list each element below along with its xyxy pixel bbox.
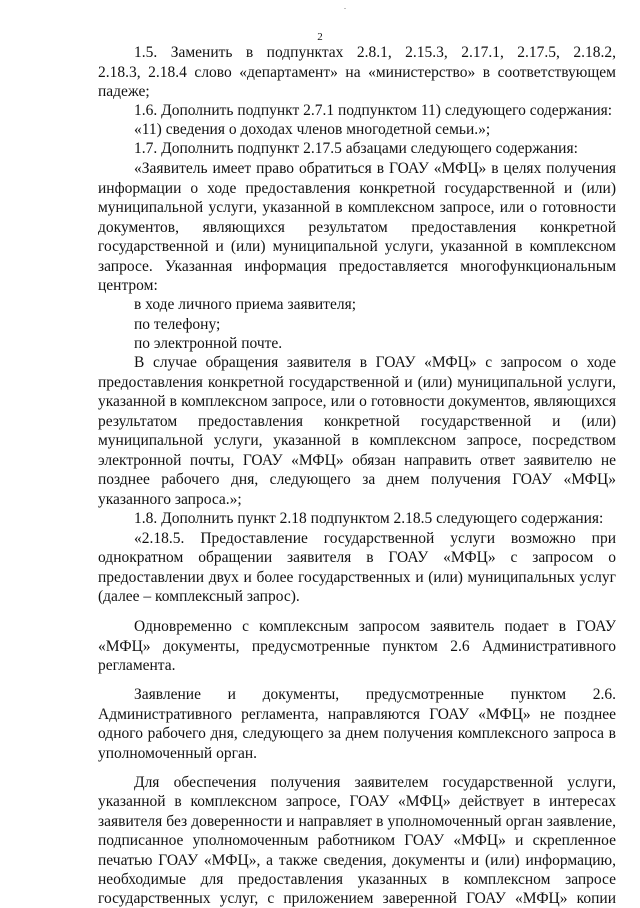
text-line: «2.18.5. Предоставление государственной услуги возможно при — [134, 530, 616, 547]
text-line: Заявление и документы, предусмотренные пунктом 2.6. — [134, 686, 616, 703]
text-line: электронной почты, ГОАУ «МФЦ» обязан направить ответ заявителю не — [98, 452, 616, 469]
text-line: регламента. — [98, 657, 176, 674]
text-line: необходимые для предоставления указанных в комплексном запросе — [98, 871, 616, 888]
text-line: печатью ГОАУ «МФЦ», а также сведения, документы и (или) информацию, — [98, 852, 616, 869]
text-line: указанного запроса.»; — [98, 491, 242, 508]
text-line: указанной в комплексном запросе, или о готовности документов, являющихся — [98, 393, 616, 410]
text-line: государственных услуг, с приложением заверенной ГОАУ «МФЦ» копии — [98, 890, 616, 907]
text-line: «МФЦ» документы, предусмотренные пунктом 2.6 Административного — [98, 638, 616, 655]
text-line: предоставления конкретной государственной и (или) муниципальной услуги, — [98, 374, 616, 391]
text-line: информации о ходе предоставления конкретной государственной и (или) — [98, 180, 616, 197]
text-line: подписанное уполномоченным работником ГОАУ «МФЦ» и скрепленное — [98, 832, 616, 849]
top-mark: . — [344, 2, 346, 11]
text-line: 1.7. Дополнить подпункт 2.17.5 абзацами следующего содержания: — [134, 140, 578, 157]
text-line: одного рабочего дня, следующего за днем получения комплексного запроса в — [98, 725, 616, 742]
text-line: запросе. Указанная информация предоставляется многофункциональным — [98, 258, 616, 275]
text-line: по телефону; — [134, 316, 221, 333]
text-line: в ходе личного приема заявителя; — [134, 296, 357, 313]
text-line: падеже; — [98, 83, 150, 100]
text-line: В случае обращения заявителя в ГОАУ «МФЦ» с запросом о ходе — [134, 354, 616, 371]
text-line: Для обеспечения получения заявителем государственной услуги, — [134, 774, 616, 791]
text-line: однократном обращении заявителя в ГОАУ «МФЦ» с запросом о — [98, 549, 616, 566]
page-number: 2 — [317, 31, 323, 43]
text-line: (далее – комплексный запрос). — [98, 588, 300, 605]
text-line: центром: — [98, 277, 158, 294]
text-line: государственной и (или) муниципальной услуги, указанной в комплексном — [98, 238, 616, 255]
text-line: муниципальной услуги, указанной в комплексном запросе, или о готовности — [98, 199, 616, 216]
text-line: 1.6. Дополнить подпункт 2.7.1 подпунктом 11) следующего содержания: — [134, 102, 613, 119]
text-line: 1.5. Заменить в подпунктах 2.8.1, 2.15.3, 2.17.1, 2.17.5, 2.18.2, — [134, 44, 616, 61]
text-line: предоставлении двух и более государственных и (или) муниципальных услуг — [98, 569, 616, 586]
text-line: результатом предоставления конкретной государственной и (или) — [98, 413, 616, 430]
text-line: Административного регламента, направляются ГОАУ «МФЦ» не позднее — [98, 706, 616, 723]
text-line: заявителя без доверенности и направляет в уполномоченный орган заявление, — [98, 813, 616, 830]
text-line: муниципальной услуги, указанной в комплексном запросе, посредством — [98, 432, 616, 449]
text-line: указанной в комплексном запросе, ГОАУ «МФЦ» действует в интересах — [98, 793, 616, 810]
text-line: уполномоченный орган. — [98, 745, 257, 762]
text-line: 2.18.3, 2.18.4 слово «департамент» на «министерство» в соответствующем — [98, 64, 616, 81]
text-line: «Заявитель имеет право обратиться в ГОАУ «МФЦ» в целях получения — [134, 160, 616, 177]
text-line: по электронной почте. — [134, 335, 283, 352]
text-line: документов, являющихся результатом предоставления конкретной — [98, 219, 616, 236]
text-line: 1.8. Дополнить пункт 2.18 подпунктом 2.18.5 следующего содержания: — [134, 510, 604, 527]
text-line: позднее рабочего дня, следующего за днем получения ГОАУ «МФЦ» — [98, 471, 616, 488]
text-line: Одновременно с комплексным запросом заявитель подает в ГОАУ — [134, 618, 616, 635]
text-line: «11) сведения о доходах членов многодетной семьи.»; — [134, 121, 491, 138]
